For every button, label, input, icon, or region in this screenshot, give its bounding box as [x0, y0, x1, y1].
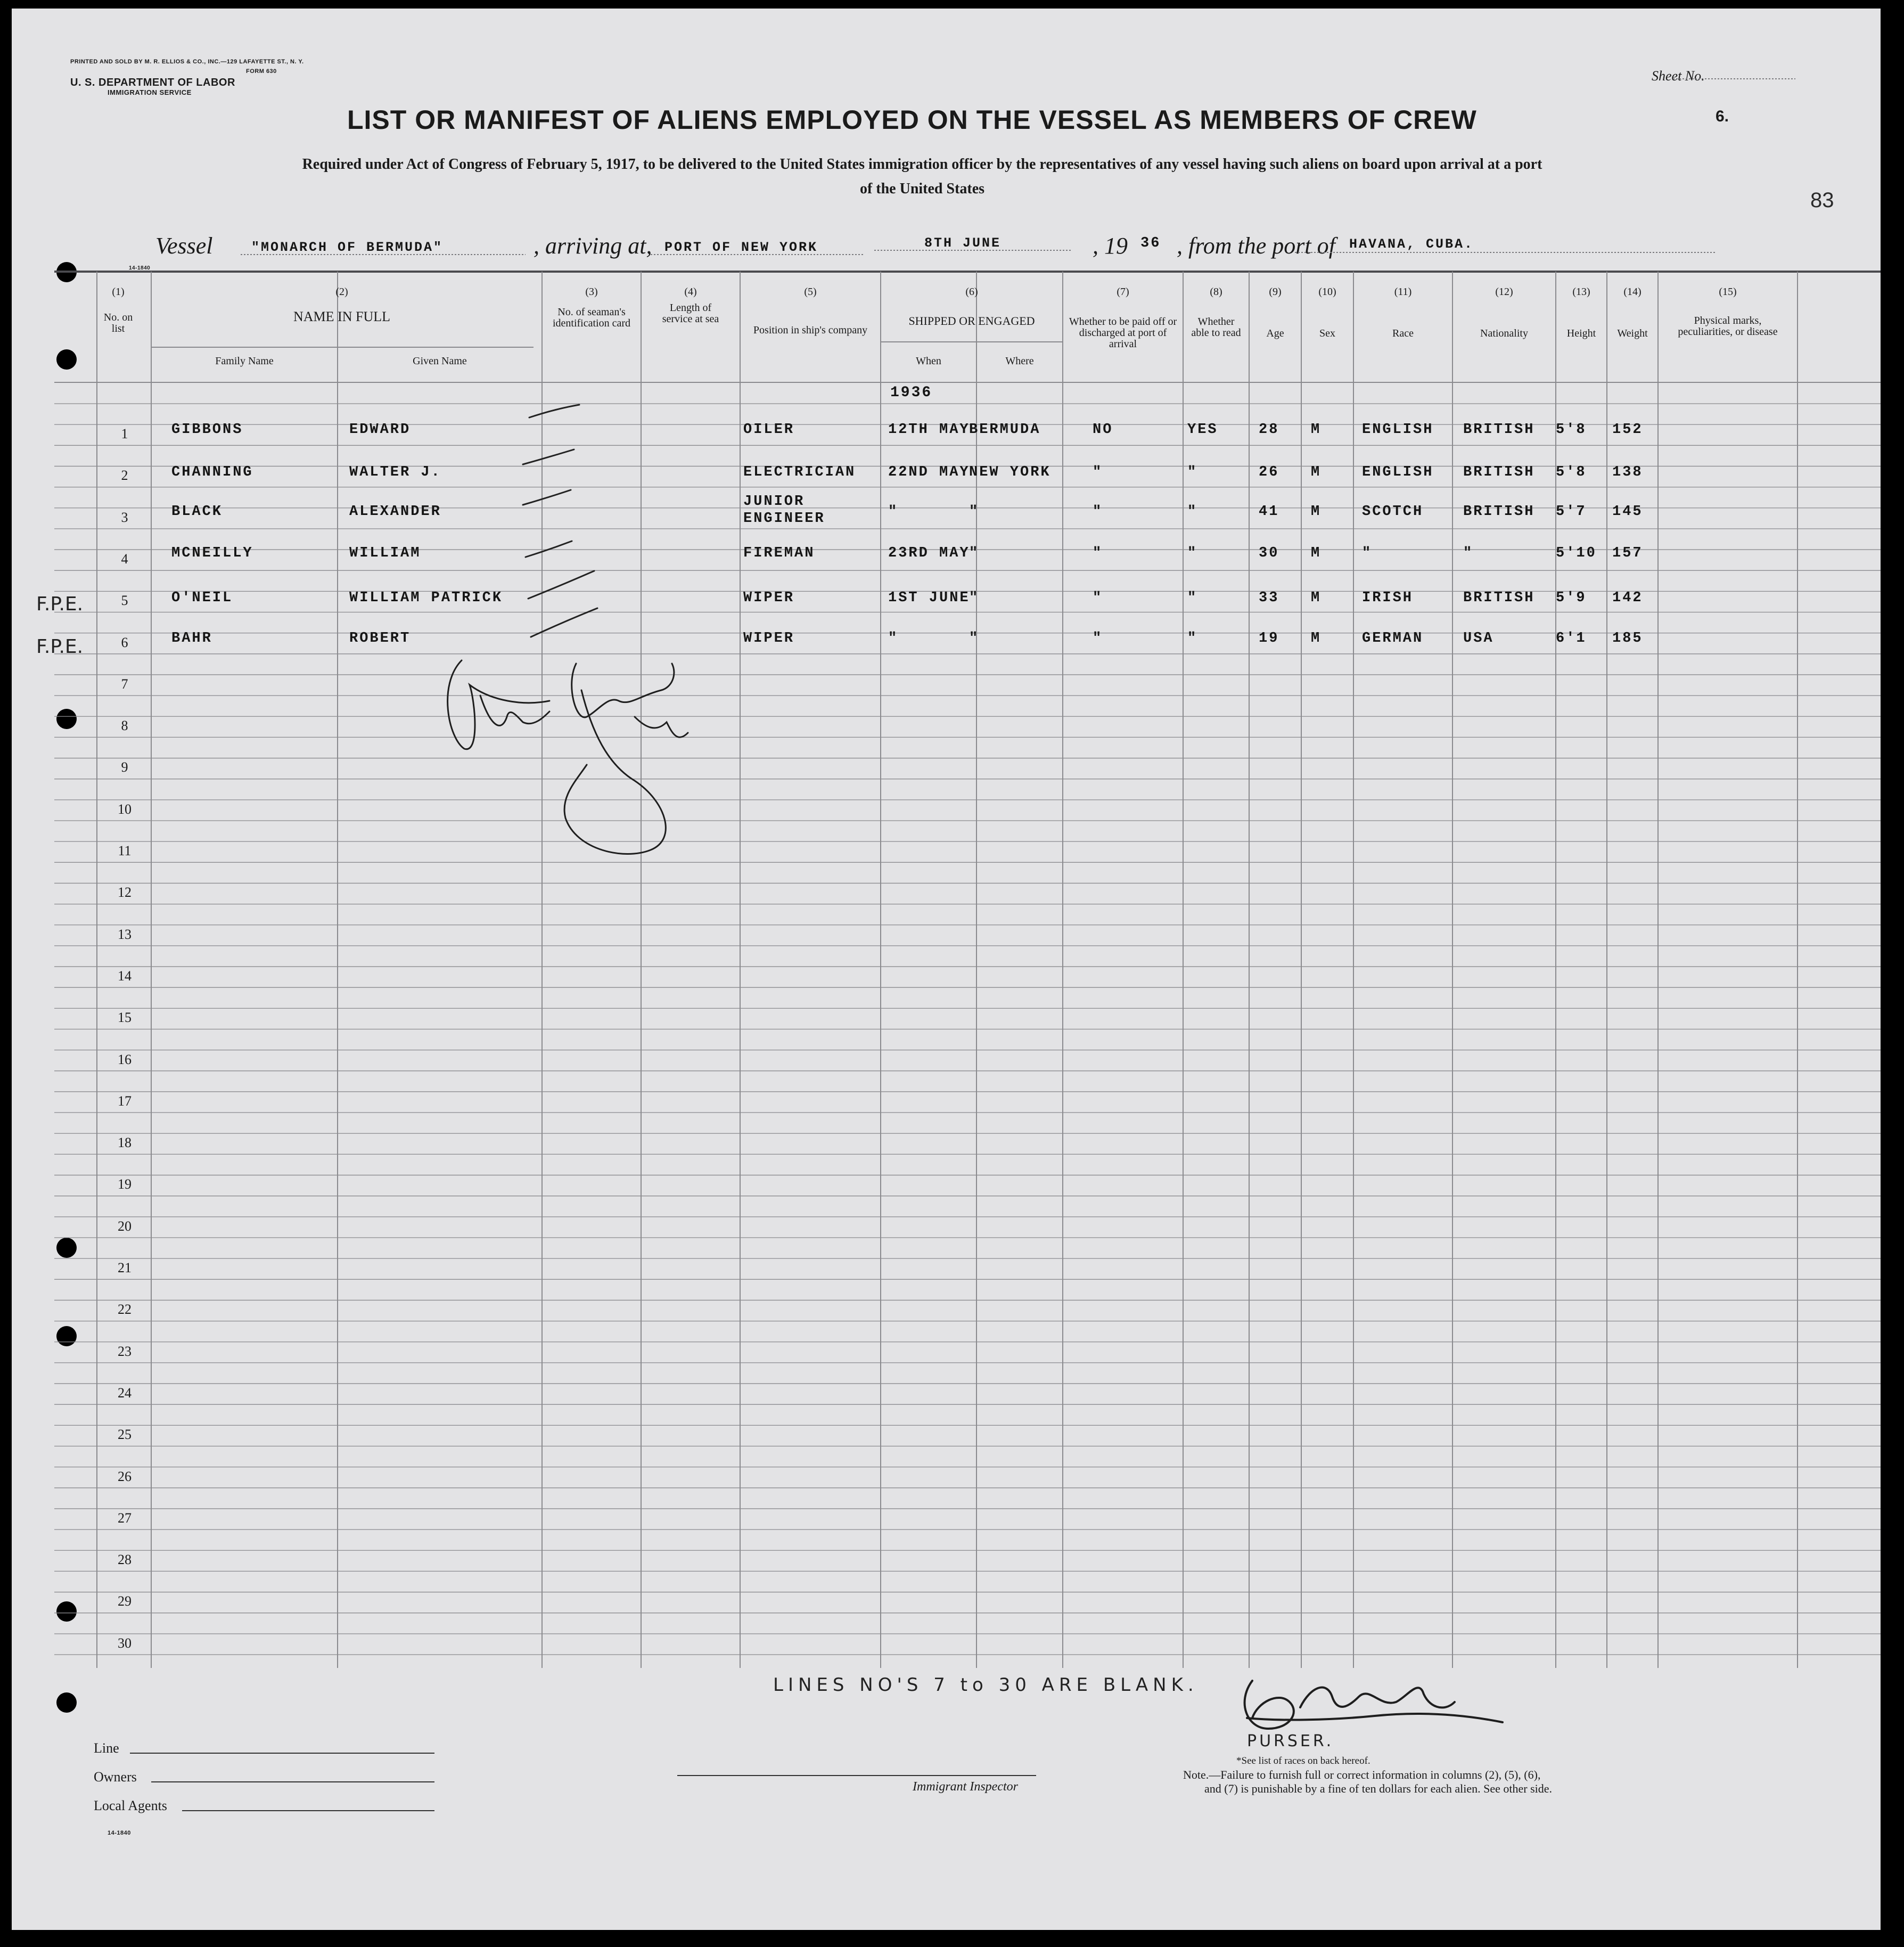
row-number: 12 [118, 885, 132, 901]
sex: M [1311, 631, 1322, 647]
weight: 185 [1612, 631, 1643, 647]
row-number: 5 [121, 593, 128, 609]
shipped-when: " [888, 504, 899, 520]
arrival-date: 8TH JUNE [924, 235, 1002, 251]
shipped-where: " [969, 545, 980, 561]
row-number: 23 [118, 1343, 132, 1359]
family-name: CHANNING [171, 464, 253, 480]
subtitle-line-1: Required under Act of Congress of February 5, 1917, to be delivered to the United States immigration officer by the representatives of any vessel having such aliens on board upon arrival at a port [302, 156, 1542, 173]
age: 41 [1259, 504, 1279, 520]
inspector-label: Immigrant Inspector [913, 1780, 1018, 1794]
shipped-when: 1ST JUNE [888, 590, 970, 606]
shipped-where: " [969, 504, 980, 520]
race: GERMAN [1362, 631, 1424, 647]
nationality: BRITISH [1463, 504, 1535, 520]
row-number: 3 [121, 509, 128, 525]
row-number: 25 [118, 1427, 132, 1443]
row-number: 24 [118, 1385, 132, 1401]
weight: 138 [1612, 464, 1643, 480]
row-number: 21 [118, 1260, 132, 1275]
vessel-name: "MONARCH OF BERMUDA" [251, 240, 444, 255]
position: OILER [743, 422, 795, 438]
row-number: 16 [118, 1051, 132, 1067]
row-number: 29 [118, 1593, 132, 1609]
row-number: 15 [118, 1010, 132, 1026]
row-number: 13 [118, 926, 132, 942]
col13-number: (13) [1572, 286, 1590, 298]
footer-form-code: 14-1840 [108, 1830, 131, 1836]
shipped-where: " [969, 631, 980, 647]
race: ENGLISH [1362, 464, 1434, 480]
footer-agents-label: Local Agents [94, 1798, 167, 1813]
footer-line-label: Line [94, 1740, 119, 1756]
family-name: BLACK [171, 504, 223, 520]
footer-note-1: Note.—Failure to furnish full or correct information in columns (2), (5), (6), [1183, 1768, 1541, 1781]
col4-label: Length of service at sea [662, 302, 719, 325]
sex: M [1311, 504, 1322, 520]
page-title: LIST OR MANIFEST OF ALIENS EMPLOYED ON THE VESSEL AS MEMBERS OF CREW [347, 105, 1477, 135]
col9-label: Age [1266, 328, 1284, 339]
weight: 152 [1612, 422, 1643, 438]
nationality: BRITISH [1463, 422, 1535, 438]
nationality: BRITISH [1463, 590, 1535, 606]
height: 5'8 [1556, 422, 1587, 438]
manifest-sheet [12, 9, 1881, 1930]
blank-lines-note: LINES NO'S 7 to 30 ARE BLANK. [773, 1674, 1199, 1696]
given-name: ALEXANDER [349, 504, 441, 520]
races-note: *See list of races on back hereof. [1236, 1755, 1370, 1766]
col1-label: No. on list [103, 312, 133, 334]
col15-number: (15) [1719, 286, 1737, 298]
col11-number: (11) [1394, 286, 1412, 298]
paid-off: " [1093, 464, 1103, 480]
arriving-label: , arriving at, [534, 233, 652, 259]
year-header: 1936 [890, 385, 933, 401]
col9-number: (9) [1269, 286, 1282, 298]
footer-note-2: and (7) is punishable by a fine of ten dollars for each alien. See other side. [1204, 1782, 1553, 1795]
sex: M [1311, 545, 1322, 561]
shipped-where: " [969, 590, 980, 606]
given-name: WALTER J. [349, 464, 441, 480]
shipped-where: BERMUDA [969, 422, 1041, 438]
purser-title: PURSER. [1247, 1732, 1334, 1750]
col14-label: Weight [1617, 328, 1648, 339]
height: 6'1 [1556, 631, 1587, 647]
height: 5'9 [1556, 590, 1587, 606]
margin-mark: F.P.E. [36, 636, 84, 658]
row-number: 27 [118, 1510, 132, 1526]
shipped-when: 22ND MAY [888, 464, 970, 480]
row-number: 14 [118, 968, 132, 984]
arrival-port: PORT OF NEW YORK [664, 240, 818, 255]
col2-family-label: Family Name [215, 355, 274, 367]
col7-number: (7) [1117, 286, 1129, 298]
family-name: BAHR [171, 631, 212, 647]
given-name: ROBERT [349, 631, 411, 647]
col10-label: Sex [1319, 328, 1335, 339]
sex: M [1311, 590, 1322, 606]
able-to-read: " [1187, 590, 1198, 606]
col5-number: (5) [804, 286, 817, 298]
shipped-where: NEW YORK [969, 464, 1051, 480]
race: " [1362, 545, 1373, 561]
row-number: 28 [118, 1552, 132, 1568]
row-number: 11 [118, 843, 132, 858]
row-number: 20 [118, 1218, 132, 1234]
col14-number: (14) [1623, 286, 1642, 298]
row-number: 30 [118, 1635, 132, 1651]
printer-line: PRINTED AND SOLD BY M. R. ELLIOS & CO., INC.—129 LAFAYETTE ST., N. Y. [70, 59, 304, 65]
row-number: 18 [118, 1135, 132, 1151]
row-number: 4 [121, 551, 128, 567]
nationality: USA [1463, 631, 1494, 647]
sheet-number-label: Sheet No. [1652, 68, 1705, 84]
nationality: " [1463, 545, 1474, 561]
position: JUNIOR ENGINEER [743, 494, 825, 527]
departure-port: HAVANA, CUBA. [1349, 236, 1474, 252]
col12-number: (12) [1495, 286, 1513, 298]
form-number: FORM 630 [246, 68, 277, 75]
col11-label: Race [1392, 328, 1414, 339]
col2-given-label: Given Name [413, 355, 467, 367]
paid-off: " [1093, 504, 1103, 520]
col3-number: (3) [585, 286, 598, 298]
age: 26 [1259, 464, 1279, 480]
height: 5'8 [1556, 464, 1587, 480]
row-number: 6 [121, 634, 128, 650]
able-to-read: " [1187, 504, 1198, 520]
row-number: 26 [118, 1468, 132, 1484]
form-code-top: 14-1840 [129, 265, 151, 271]
given-name: EDWARD [349, 422, 411, 438]
given-name: WILLIAM PATRICK [349, 590, 503, 606]
row-number: 19 [118, 1176, 132, 1192]
sheet-number: 6. [1716, 108, 1729, 125]
shipped-when: 23RD MAY [888, 545, 970, 561]
page-mark: 83 [1810, 189, 1834, 212]
weight: 142 [1612, 590, 1643, 606]
col7-label: Whether to be paid off or discharged at port of arrival [1069, 316, 1177, 350]
from-label: , from the port of [1177, 233, 1335, 259]
row-number: 2 [121, 468, 128, 484]
department-name: U. S. DEPARTMENT OF LABOR [70, 77, 235, 88]
col3-label: No. of seaman's identification card [552, 306, 631, 329]
col6-label: SHIPPED OR ENGAGED [908, 314, 1035, 328]
able-to-read: YES [1187, 422, 1218, 438]
nationality: BRITISH [1463, 464, 1535, 480]
col1-number: (1) [112, 286, 125, 298]
col15-label: Physical marks, peculiarities, or disease [1678, 315, 1778, 338]
service-name: IMMIGRATION SERVICE [108, 88, 192, 96]
given-name: WILLIAM [349, 545, 421, 561]
col10-number: (10) [1318, 286, 1336, 298]
col8-label: Whether able to read [1191, 316, 1241, 339]
family-name: GIBBONS [171, 422, 243, 438]
col5-label: Position in ship's company [753, 324, 868, 336]
footer-owners-label: Owners [94, 1769, 137, 1785]
shipped-when: " [888, 631, 899, 647]
col6-number: (6) [965, 286, 978, 298]
position: ELECTRICIAN [743, 464, 856, 480]
col2-number: (2) [335, 286, 348, 298]
position: FIREMAN [743, 545, 815, 561]
col4-number: (4) [684, 286, 697, 298]
row-number: 7 [121, 676, 128, 692]
col6-where-label: Where [1005, 355, 1034, 367]
sex: M [1311, 422, 1322, 438]
row-number: 22 [118, 1302, 132, 1318]
age: 28 [1259, 422, 1279, 438]
paid-off: NO [1093, 422, 1113, 438]
able-to-read: " [1187, 631, 1198, 647]
row-number: 10 [118, 801, 132, 817]
row-number: 8 [121, 718, 128, 734]
col6-when-label: When [916, 355, 941, 367]
year-suffix: 36 [1140, 235, 1161, 251]
family-name: O'NEIL [171, 590, 233, 606]
age: 33 [1259, 590, 1279, 606]
height: 5'7 [1556, 504, 1587, 520]
row-number: 1 [121, 426, 128, 441]
age: 30 [1259, 545, 1279, 561]
age: 19 [1259, 631, 1279, 647]
row-number: 9 [121, 759, 128, 775]
sex: M [1311, 464, 1322, 480]
subtitle-line-2: of the United States [859, 181, 985, 197]
position: WIPER [743, 631, 795, 647]
race: SCOTCH [1362, 504, 1424, 520]
weight: 145 [1612, 504, 1643, 520]
shipped-when: 12TH MAY [888, 422, 970, 438]
year-prefix: , 19 [1093, 233, 1128, 259]
row-number: 17 [118, 1093, 132, 1109]
col2-label: NAME IN FULL [293, 309, 390, 324]
margin-mark: F.P.E. [36, 593, 84, 615]
able-to-read: " [1187, 464, 1198, 480]
position: WIPER [743, 590, 795, 606]
race: IRISH [1362, 590, 1414, 606]
paid-off: " [1093, 590, 1103, 606]
col12-label: Nationality [1480, 328, 1528, 339]
able-to-read: " [1187, 545, 1198, 561]
weight: 157 [1612, 545, 1643, 561]
family-name: MCNEILLY [171, 545, 253, 561]
vessel-label: Vessel [155, 233, 213, 259]
height: 5'10 [1556, 545, 1597, 561]
race: ENGLISH [1362, 422, 1434, 438]
paid-off: " [1093, 545, 1103, 561]
col8-number: (8) [1210, 286, 1222, 298]
paid-off: " [1093, 631, 1103, 647]
col13-label: Height [1566, 328, 1596, 339]
